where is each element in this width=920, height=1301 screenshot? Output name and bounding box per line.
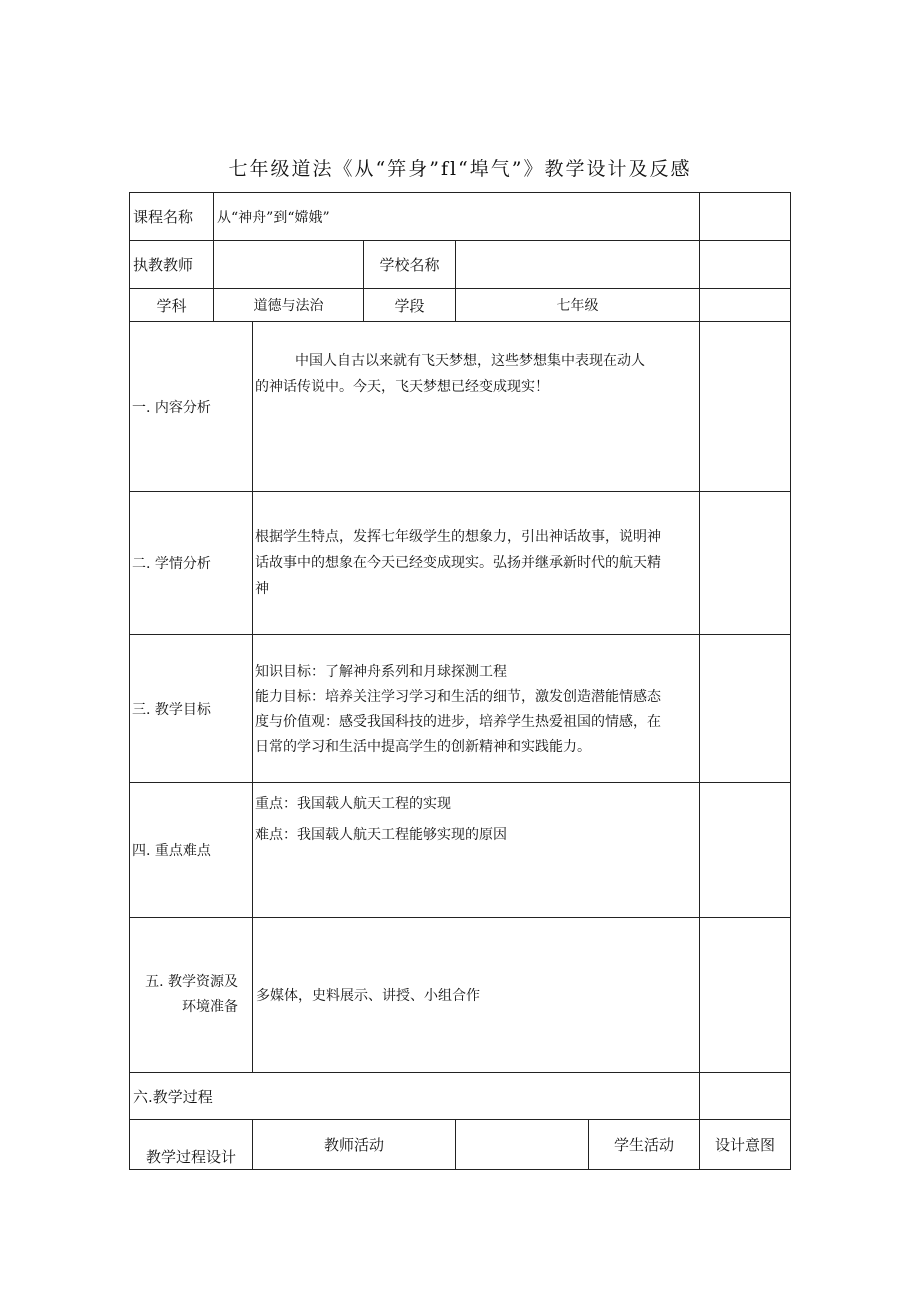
blank-cell — [700, 492, 791, 635]
key-points-row — [130, 783, 791, 918]
student-analysis-line: 神 — [255, 581, 269, 597]
blank-cell — [700, 918, 791, 1073]
subject-row — [130, 289, 791, 322]
teaching-goals-line: 能力目标：培养关注学习学习和生活的细节，激发创造潜能情感态 — [255, 689, 661, 705]
design-intent-header: 设计意图 — [700, 1120, 791, 1170]
resources-row — [130, 918, 791, 1073]
blank-cell — [700, 635, 791, 783]
key-points-text — [253, 783, 700, 918]
teacher-row — [130, 241, 791, 289]
teacher-value — [214, 241, 364, 289]
resources-label-line: 环境准备 — [182, 999, 238, 1015]
teaching-goals-label: 三. 教学目标 — [130, 635, 253, 783]
blank-cell — [700, 1073, 791, 1120]
blank-cell — [700, 322, 791, 492]
blank-cell — [700, 783, 791, 918]
student-analysis-label: 二. 学情分析 — [130, 492, 253, 635]
teacher-label: 执教教师 — [130, 241, 214, 289]
school-value — [456, 241, 700, 289]
teacher-activity-header: 教师活动 — [253, 1120, 456, 1170]
blank-cell — [700, 289, 791, 322]
blank-cell — [700, 193, 791, 241]
student-analysis-row — [130, 492, 791, 635]
teaching-goals-line: 日常的学习和生活中提高学生的创新精神和实践能力。 — [255, 739, 591, 755]
grade-value: 七年级 — [456, 289, 700, 322]
resources-label — [130, 918, 253, 1073]
teaching-goals-line: 度与价值观：感受我国科技的进步，培养学生热爱祖国的情感，在 — [255, 714, 661, 730]
student-analysis-line: 话故事中的想象在今天已经变成现实。弘扬并继承新时代的航天精 — [255, 555, 661, 571]
spacer-cell — [456, 1120, 589, 1170]
subject-label: 学科 — [130, 289, 214, 322]
key-points-label: 四. 重点难点 — [130, 783, 253, 918]
school-label: 学校名称 — [364, 241, 456, 289]
student-analysis-line: 根据学生特点，发挥七年级学生的想象力，引出神话故事，说明神 — [255, 529, 661, 545]
content-analysis-line: 的神话传说中。今天，飞天梦想已经变成现实！ — [255, 379, 549, 395]
content-analysis-label: 一. 内容分析 — [130, 322, 253, 492]
blank-cell — [700, 241, 791, 289]
process-heading: 六.教学过程 — [130, 1073, 700, 1120]
course-name-value: 从“神舟”到“嫦娥” — [214, 193, 700, 241]
resources-text: 多媒体，史料展示、讲授、小组合作 — [253, 918, 700, 1073]
teaching-goals-line: 知识目标：了解神舟系列和月球探测工程 — [255, 664, 507, 680]
process-design-label: 教学过程设计 — [130, 1120, 253, 1170]
content-analysis-line: 中国人自古以来就有飞天梦想，这些梦想集中表现在动人 — [295, 353, 645, 369]
course-name-label: 课程名称 — [130, 193, 214, 241]
teaching-goals-row — [130, 635, 791, 783]
key-points-line: 重点：我国载人航天工程的实现 — [255, 796, 451, 812]
student-analysis-text — [253, 492, 700, 635]
subject-value: 道德与法治 — [214, 289, 364, 322]
course-name-row — [130, 193, 791, 241]
teaching-goals-text — [253, 635, 700, 783]
content-analysis-row — [130, 322, 791, 492]
student-activity-header: 学生活动 — [589, 1120, 700, 1170]
process-columns-row — [130, 1120, 791, 1170]
page-title: 七年级道法《从“笄身”fl“埠气”》教学设计及反感 — [228, 158, 692, 180]
grade-label: 学段 — [364, 289, 456, 322]
content-analysis-text — [253, 322, 700, 492]
process-heading-row — [130, 1073, 791, 1120]
key-points-line: 难点：我国载人航天工程能够实现的原因 — [255, 827, 507, 843]
resources-label-line: 五. 教学资源及 — [145, 974, 238, 990]
lesson-plan-table — [129, 192, 791, 1170]
